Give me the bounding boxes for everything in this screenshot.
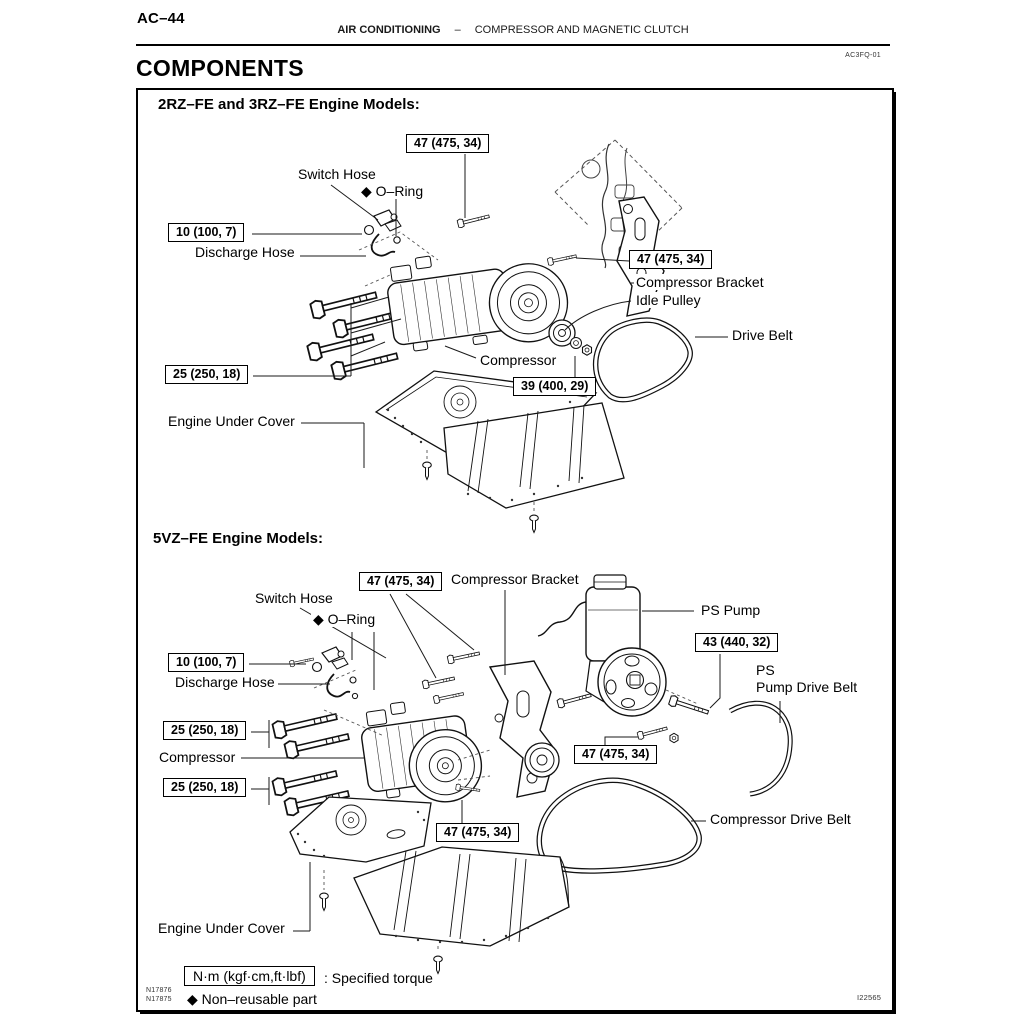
label-compressor-5vz: Compressor bbox=[159, 749, 236, 765]
label-engine-under-cover-5vz: Engine Under Cover bbox=[158, 920, 285, 936]
legend-torque-units-box: N·m (kgf·cm,ft·lbf) bbox=[184, 966, 315, 986]
legend-specified-torque: : Specified torque bbox=[324, 970, 433, 986]
label-switch-hose-2rz: Switch Hose bbox=[298, 166, 376, 182]
label-ps-pump-drive-belt-line2: Pump Drive Belt bbox=[756, 679, 858, 695]
label-drive-belt-2rz: Drive Belt bbox=[732, 327, 793, 343]
label-idle-pulley: Idle Pulley bbox=[636, 292, 701, 308]
exploded-view-illustration bbox=[138, 90, 892, 1010]
header-topic: COMPRESSOR AND MAGNETIC CLUTCH bbox=[474, 24, 689, 36]
header-section: AIR CONDITIONING bbox=[337, 24, 441, 36]
legend-non-reusable: ◆ Non–reusable part bbox=[187, 991, 317, 1007]
torque-box-47-lower-5vz: 47 (475, 34) bbox=[436, 823, 519, 842]
label-discharge-hose-2rz: Discharge Hose bbox=[195, 244, 295, 260]
components-figure-frame bbox=[136, 88, 894, 1012]
engine-under-cover-drawing-5vz bbox=[290, 797, 569, 974]
header-separator: – bbox=[454, 24, 461, 36]
torque-box-47-side-2rz: 47 (475, 34) bbox=[629, 250, 712, 269]
compressor-drawing-5vz bbox=[358, 692, 486, 812]
figure-code-n17876: N17876 bbox=[146, 987, 172, 994]
label-compressor-drive-belt: Compressor Drive Belt bbox=[710, 811, 851, 827]
drive-belt-drawing-2rz bbox=[596, 320, 691, 399]
label-discharge-hose-5vz: Discharge Hose bbox=[175, 674, 275, 690]
figure-code-i22565: I22565 bbox=[857, 993, 882, 1002]
torque-box-25-2rz: 25 (250, 18) bbox=[165, 365, 248, 384]
label-o-ring-5vz: ◆ O–Ring bbox=[313, 611, 376, 627]
label-ps-pump: PS Pump bbox=[701, 602, 761, 618]
torque-box-25-upper-5vz: 25 (250, 18) bbox=[163, 721, 246, 740]
page-number: AC–44 bbox=[137, 10, 185, 27]
compressor-drawing-2rz bbox=[383, 238, 572, 361]
page-title: COMPONENTS bbox=[136, 55, 304, 81]
label-compressor-2rz: Compressor bbox=[480, 352, 557, 368]
torque-box-10-5vz: 10 (100, 7) bbox=[168, 653, 244, 672]
figure-code-n17875: N17875 bbox=[146, 996, 172, 1003]
engine-outline-sketch bbox=[555, 140, 682, 268]
compressor-drive-belt-drawing bbox=[539, 780, 699, 871]
torque-box-47-side-5vz: 47 (475, 34) bbox=[574, 745, 657, 764]
reference-code: AC3FQ-01 bbox=[845, 52, 881, 59]
ps-pump-drawing bbox=[538, 575, 710, 743]
diagram1-heading: 2RZ–FE and 3RZ–FE Engine Models: bbox=[158, 96, 420, 113]
torque-box-43-ps-pump: 43 (440, 32) bbox=[695, 633, 778, 652]
header-rule bbox=[136, 44, 890, 46]
torque-box-39-2rz: 39 (400, 29) bbox=[513, 377, 596, 396]
label-switch-hose-5vz: Switch Hose bbox=[255, 590, 333, 606]
label-engine-under-cover-2rz: Engine Under Cover bbox=[168, 413, 295, 429]
diagram2-heading: 5VZ–FE Engine Models: bbox=[153, 530, 324, 547]
torque-box-47-top-2rz: 47 (475, 34) bbox=[406, 134, 489, 153]
label-compressor-bracket-5vz: Compressor Bracket bbox=[451, 571, 579, 587]
torque-box-47-top-5vz: 47 (475, 34) bbox=[359, 572, 442, 591]
ps-pump-belt-drawing bbox=[730, 703, 790, 794]
label-ps-pump-drive-belt-line1: PS bbox=[756, 662, 775, 678]
torque-box-10-2rz: 10 (100, 7) bbox=[168, 223, 244, 242]
label-o-ring-2rz: ◆ O–Ring bbox=[361, 183, 424, 199]
page-header bbox=[136, 24, 890, 36]
label-compressor-bracket-2rz: Compressor Bracket bbox=[636, 274, 764, 290]
torque-box-25-lower-5vz: 25 (250, 18) bbox=[163, 778, 246, 797]
